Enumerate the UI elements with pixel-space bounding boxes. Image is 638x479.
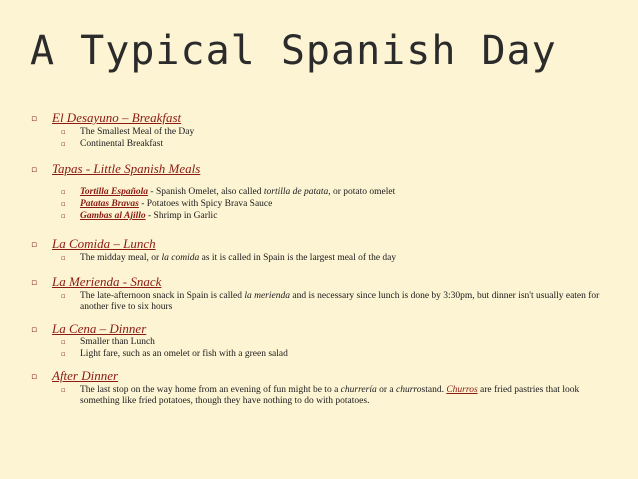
section-heading: After Dinner	[52, 368, 119, 383]
sub-bullet-icon: ▫	[61, 350, 66, 358]
sub-bullet-icon: ▫	[61, 128, 66, 136]
sub-bullet-icon: ▫	[61, 386, 66, 394]
churros-link[interactable]: Churros	[446, 385, 478, 395]
sub-bullet-icon: ▫	[61, 254, 66, 262]
bullet-icon: ▫	[31, 165, 38, 175]
list-item: Patatas Bravas - Potatoes with Spicy Brava Sauce	[80, 199, 273, 209]
list-item: Light fare, such as an omelet or fish with a green salad	[80, 349, 288, 359]
section-heading: La Cena – Dinner	[52, 321, 147, 336]
tortilla-link[interactable]: Tortilla Española	[80, 187, 149, 197]
bullet-icon: ▫	[31, 114, 38, 124]
list-item: Gambas al Ajillo - Shrimp in Garlic	[80, 211, 218, 221]
bullet-icon: ▫	[31, 240, 38, 250]
patatas-bravas-link[interactable]: Patatas Bravas	[80, 199, 139, 209]
section-heading: El Desayuno – Breakfast	[52, 110, 182, 125]
list-item: The Smallest Meal of the Day	[80, 127, 195, 137]
bullet-icon: ▫	[31, 278, 38, 288]
list-item: The late-afternoon snack in Spain is called la merienda and is necessary since lunch is done by 3:30pm, but dinner isn't usually eaten for another five to six hours	[80, 291, 600, 312]
bullet-icon: ▫	[31, 325, 38, 335]
list-item: Smaller than Lunch	[80, 337, 155, 347]
list-item: Continental Breakfast	[80, 139, 164, 149]
bullet-icon: ▫	[31, 372, 38, 382]
sub-bullet-icon: ▫	[61, 140, 66, 148]
section-heading: Tapas - Little Spanish Meals	[52, 161, 201, 176]
section-heading: La Comida – Lunch	[52, 236, 156, 251]
sub-bullet-icon: ▫	[61, 200, 66, 208]
list-item: Tortilla Española - Spanish Omelet, also called tortilla de patata, or potato omelet	[80, 187, 396, 197]
gambas-link[interactable]: Gambas al Ajillo	[80, 211, 146, 221]
page-title: A Typical Spanish Day	[30, 28, 557, 74]
sub-bullet-icon: ▫	[61, 188, 66, 196]
list-item: The midday meal, or la comida as it is called in Spain is the largest meal of the day	[80, 253, 397, 263]
section-heading: La Merienda - Snack	[52, 274, 162, 289]
sub-bullet-icon: ▫	[61, 292, 66, 300]
sub-bullet-icon: ▫	[61, 212, 66, 220]
list-item: The last stop on the way home from an evening of fun might be to a churrería or a churrostand. Churros are fried pastries that look something like fried potatoes, though they have nothing to do with potatoes.	[80, 385, 580, 406]
sub-bullet-icon: ▫	[61, 338, 66, 346]
